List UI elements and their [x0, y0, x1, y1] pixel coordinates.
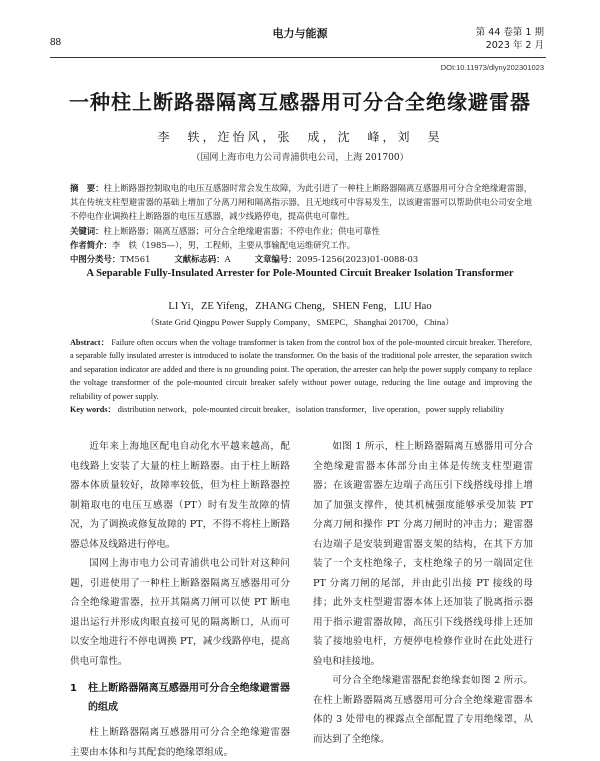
body-paragraph: 可分合全绝缘避雷器配套绝缘套如图 2 所示。在柱上断路器隔离互感器用可分合全绝缘避雷器本体的 3 处带电的裸露点全部配置了专用绝缘罩，从而达到了全绝缘。	[313, 675, 533, 745]
keywords-en-label: Key words：	[70, 405, 116, 415]
page-number: 88	[50, 37, 62, 48]
affiliation-cn: （国网上海市电力公司青浦供电公司，上海 201700）	[191, 153, 409, 163]
section-title: 柱上断路器隔离互感器用可分合全绝缘避雷器的组成	[88, 683, 290, 713]
article-number	[255, 252, 418, 266]
keywords-cn	[70, 224, 532, 238]
author-info-label: 作者简介：	[70, 239, 112, 250]
body-paragraph: 柱上断路器隔离互感器用可分合全绝缘避雷器主要由本体和与其配套的绝缘罩组成。	[70, 727, 290, 758]
doc-code	[174, 252, 230, 266]
keywords-cn-label: 关键词：	[70, 225, 104, 236]
body-paragraph: 近年来上海地区配电自动化水平越来越高，配电线路上安装了大量的柱上断路器。由于柱上断路器本体质量较好，故障率较低，但为柱上断路器控制箱取电的电压互感器（PT）时有发生故障的情况，为了调换或修复故障的 PT，不得不将柱上断路器总体及线路进行停电。	[70, 441, 290, 550]
header-rule	[50, 57, 546, 58]
keywords-cn-text: 柱上断路器；隔离互感器；可分合全绝缘避雷器；不停电作业；供电可靠性	[103, 225, 380, 236]
doc-code-value: A	[224, 254, 231, 265]
abstract-cn-block	[70, 181, 532, 266]
issue-info	[476, 26, 544, 52]
section-number: 1	[70, 683, 77, 694]
journal-name: 电力与能源	[272, 27, 328, 40]
body-paragraph: 国网上海市电力公司青浦供电公司针对这种问题，引进使用了一种柱上断路器隔离互感器用可分合全绝缘避雷器，拉开其隔离刀闸可以使 PT 断电退出运行并形成肉眼直接可见的隔离断口，从而可以安全地进行不停电调换 PT，减少线路停电，提高供电可靠性。	[70, 558, 290, 667]
section-heading	[70, 679, 290, 717]
authors-en: LI Yi，ZE Yifeng，ZHANG Cheng，SHEN Feng，LIU Hao	[168, 301, 432, 312]
abstract-cn-label: 摘 要：	[70, 183, 104, 193]
title-cn: 一种柱上断路器隔离互感器用可分合全绝缘避雷器	[69, 90, 531, 114]
classification-row	[70, 252, 532, 266]
keywords-en	[70, 403, 532, 416]
authors-cn: 李 轶，迮怡风，张 成，沈 峰，刘 昊	[157, 130, 443, 144]
issue-date: 2023 年 2 月	[485, 40, 544, 51]
clc-code	[70, 252, 150, 266]
body-paragraph: 如图 1 所示，柱上断路器隔离互感器用可分合全绝缘避雷器本体部分由主体是传统支柱型避雷器；在该避雷器左边端子高压引下线搭线母排上增加了加强支撑件，使其机械强度能够承受加装 PT 分离刀闸和操作 PT 分离刀闸时的冲击力；避雷器右边端子是安装到避雷器支架的结构，在其下方加装了一个支柱绝缘子，支柱绝缘子的另一端固定住 PT 分离刀闸的尾部，并由此引出接 PT 接线的母排；此外支柱型避雷器本体上还加装了脱离指示器用于指示避雷器故障，高压引下线搭线母排上还加装了接地验电杆，方便停电检修作业时在此处进行验电和挂接地。	[313, 441, 533, 667]
body-left-column	[70, 437, 290, 761]
affiliation-en: （State Grid Qingpu Power Supply Company，SMEPC，Shanghai 201700，China）	[146, 317, 454, 327]
title-en: A Separable Fully-Insulated Arrester for Pole-Mounted Circuit Breaker Isolation Transformer	[86, 268, 514, 279]
body-right-column	[313, 437, 533, 749]
article-no-value: 2095-1256(2023)01-0088-03	[296, 254, 419, 265]
clc-label: 中图分类号：	[70, 254, 121, 265]
doi: DOI:10.11973/dlyny202301023	[440, 63, 544, 72]
abstract-cn	[70, 181, 532, 224]
article-no-label: 文章编号：	[254, 254, 297, 265]
abstract-en-label: Abstract：	[70, 338, 110, 347]
author-info-text: 李 轶（1985—），男，工程师，主要从事输配电运维研究工作。	[111, 239, 356, 250]
keywords-en-text: distribution network，pole-mounted circuit breaker，isolation transformer，live operation，power supply reliability	[117, 405, 505, 415]
abstract-en-block	[70, 336, 532, 416]
abstract-en	[70, 336, 532, 403]
clc-value: TM561	[120, 254, 151, 265]
abstract-cn-text: 柱上断路器控制取电的电压互感器时常会发生故障，为此引进了一种柱上断路器隔离互感器用可分合全绝缘避雷器，其在传统支柱型避雷器的基础上增加了分离刀闸和隔离指示器，且无地线可中容易发生，以该避雷器可以帮助供电公司安全地不停电作业调换柱上断路器的电压互感器，减少线路停电，提高供电可靠性。	[70, 183, 533, 222]
abstract-en-text: Failure often occurs when the voltage transformer is taken from the control box of the pole-mounted circuit breaker. Therefore, a separable fully insulated arrester is introduced to isolate the transformer. On the basis of the traditional pole arrester, the separation switch and separation indicator are added and there is no grounding point. The operation, the arrester can help the power supply company to replace the voltage transformer of the pole-mounted circuit breaker safely without power outage, reducing the line outage and improving the reliability of power supply.	[70, 338, 533, 401]
author-info	[70, 238, 532, 252]
doc-code-label: 文献标志码：	[174, 254, 225, 265]
volume-issue: 第 44 卷第 1 期	[475, 27, 544, 38]
